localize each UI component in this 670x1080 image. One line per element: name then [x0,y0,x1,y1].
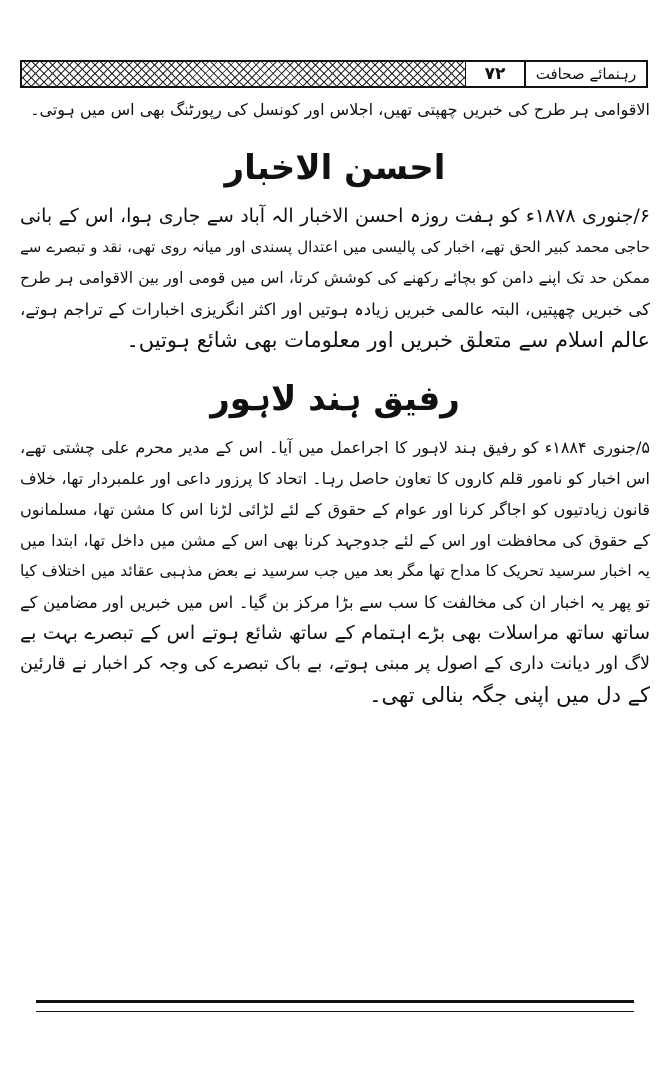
paragraph-line: لاگ اور دیانت داری کے اصول پر مبنی ہوتے، بے باک تبصرے کی وجہ کر اخبار نے قارئین [20,654,650,674]
page-number: ۷۲ [465,62,525,86]
footer-double-rule [36,1000,634,1012]
paragraph-line: عالم اسلام سے متعلق خبریں اور معلومات بھی شائع ہوتیں۔ [126,328,650,352]
paragraph-line: حاجی محمد کبیر الحق تھے، اخبار کی پالیسی میں اعتدال پسندی اور میانہ روی تھی، نقد و تبصرے سے [20,238,650,256]
paragraph-line: ساتھ ساتھ مراسلات بھی بڑے اہتمام کے ساتھ شائع ہوتے اس کے تبصرے بہت بے [20,622,650,644]
section-heading-ahsan-ul-akhbar: احسن الاخبار [224,148,446,188]
paragraph-line: قانون زیادتیوں کو اجاگر کرنا اور عوام کے حقوق کے لئے لڑائی لڑنا اس کا مشن تھا، مسلمانوں [20,500,650,519]
paragraph-line: ممکن حد تک اپنے دامن کو بچائے رکھنے کی کوشش کرتا، اس میں قومی اور بین الاقوامی ہر طرح [20,269,650,287]
paragraph-line: ۵/جنوری ۱۸۸۴ء کو رفیق ہند لاہور کا اجراعمل میں آیا۔ اس کے مدیر محرم علی چشتی تھے، [20,438,650,457]
paragraph-line: کی خبریں چھپتیں، البتہ عالمی خبریں زیادہ ہوتیں اور اکثر انگریزی اخبارات کے تراجم ہوتے، [20,300,650,319]
paragraph-line: کے حقوق کی محافظت اور اس کے لئے جدوجہد کرنا بھی اس کے مشن میں داخل تھا، ابتدا میں [20,531,650,550]
running-header [20,60,648,88]
paragraph-line: کے دل میں اپنی جگہ بنالی تھی۔ [369,683,650,707]
intro-line: الاقوامی ہر طرح کی خبریں چھپتی تھیں، اجلاس اور کونسل کی رپورٹنگ بھی اس میں ہوتی۔ [30,100,650,119]
section-heading-rafiq-e-hind: رفیق ہند لاہور [210,379,460,419]
paragraph-line: ۶/جنوری ۱۸۷۸ء کو ہفت روزہ احسن الاخبار الہ آباد سے جاری ہوا، اس کے بانی [20,205,650,227]
header-hatch-pattern [22,62,465,86]
page-body [20,94,650,711]
paragraph-line: یہ اخبار سرسید تحریک کا مداح تھا مگر بعد میں جب سرسید نے بعض مذہبی عقائد میں اختلاف کیا [20,562,650,580]
running-header-title: رہنمائے صحافت [525,62,646,86]
paragraph-line: اس اخبار کو نامور قلم کاروں کا تعاون حاصل رہا۔ اتحاد کا پرزور داعی اور علمبردار تھا، خلاف [20,469,650,488]
paragraph-line: تو پھر یہ اخبار ان کی مخالفت کا سب سے بڑا مرکز بن گیا۔ اس میں خبریں اور مضامین کے [20,593,650,612]
